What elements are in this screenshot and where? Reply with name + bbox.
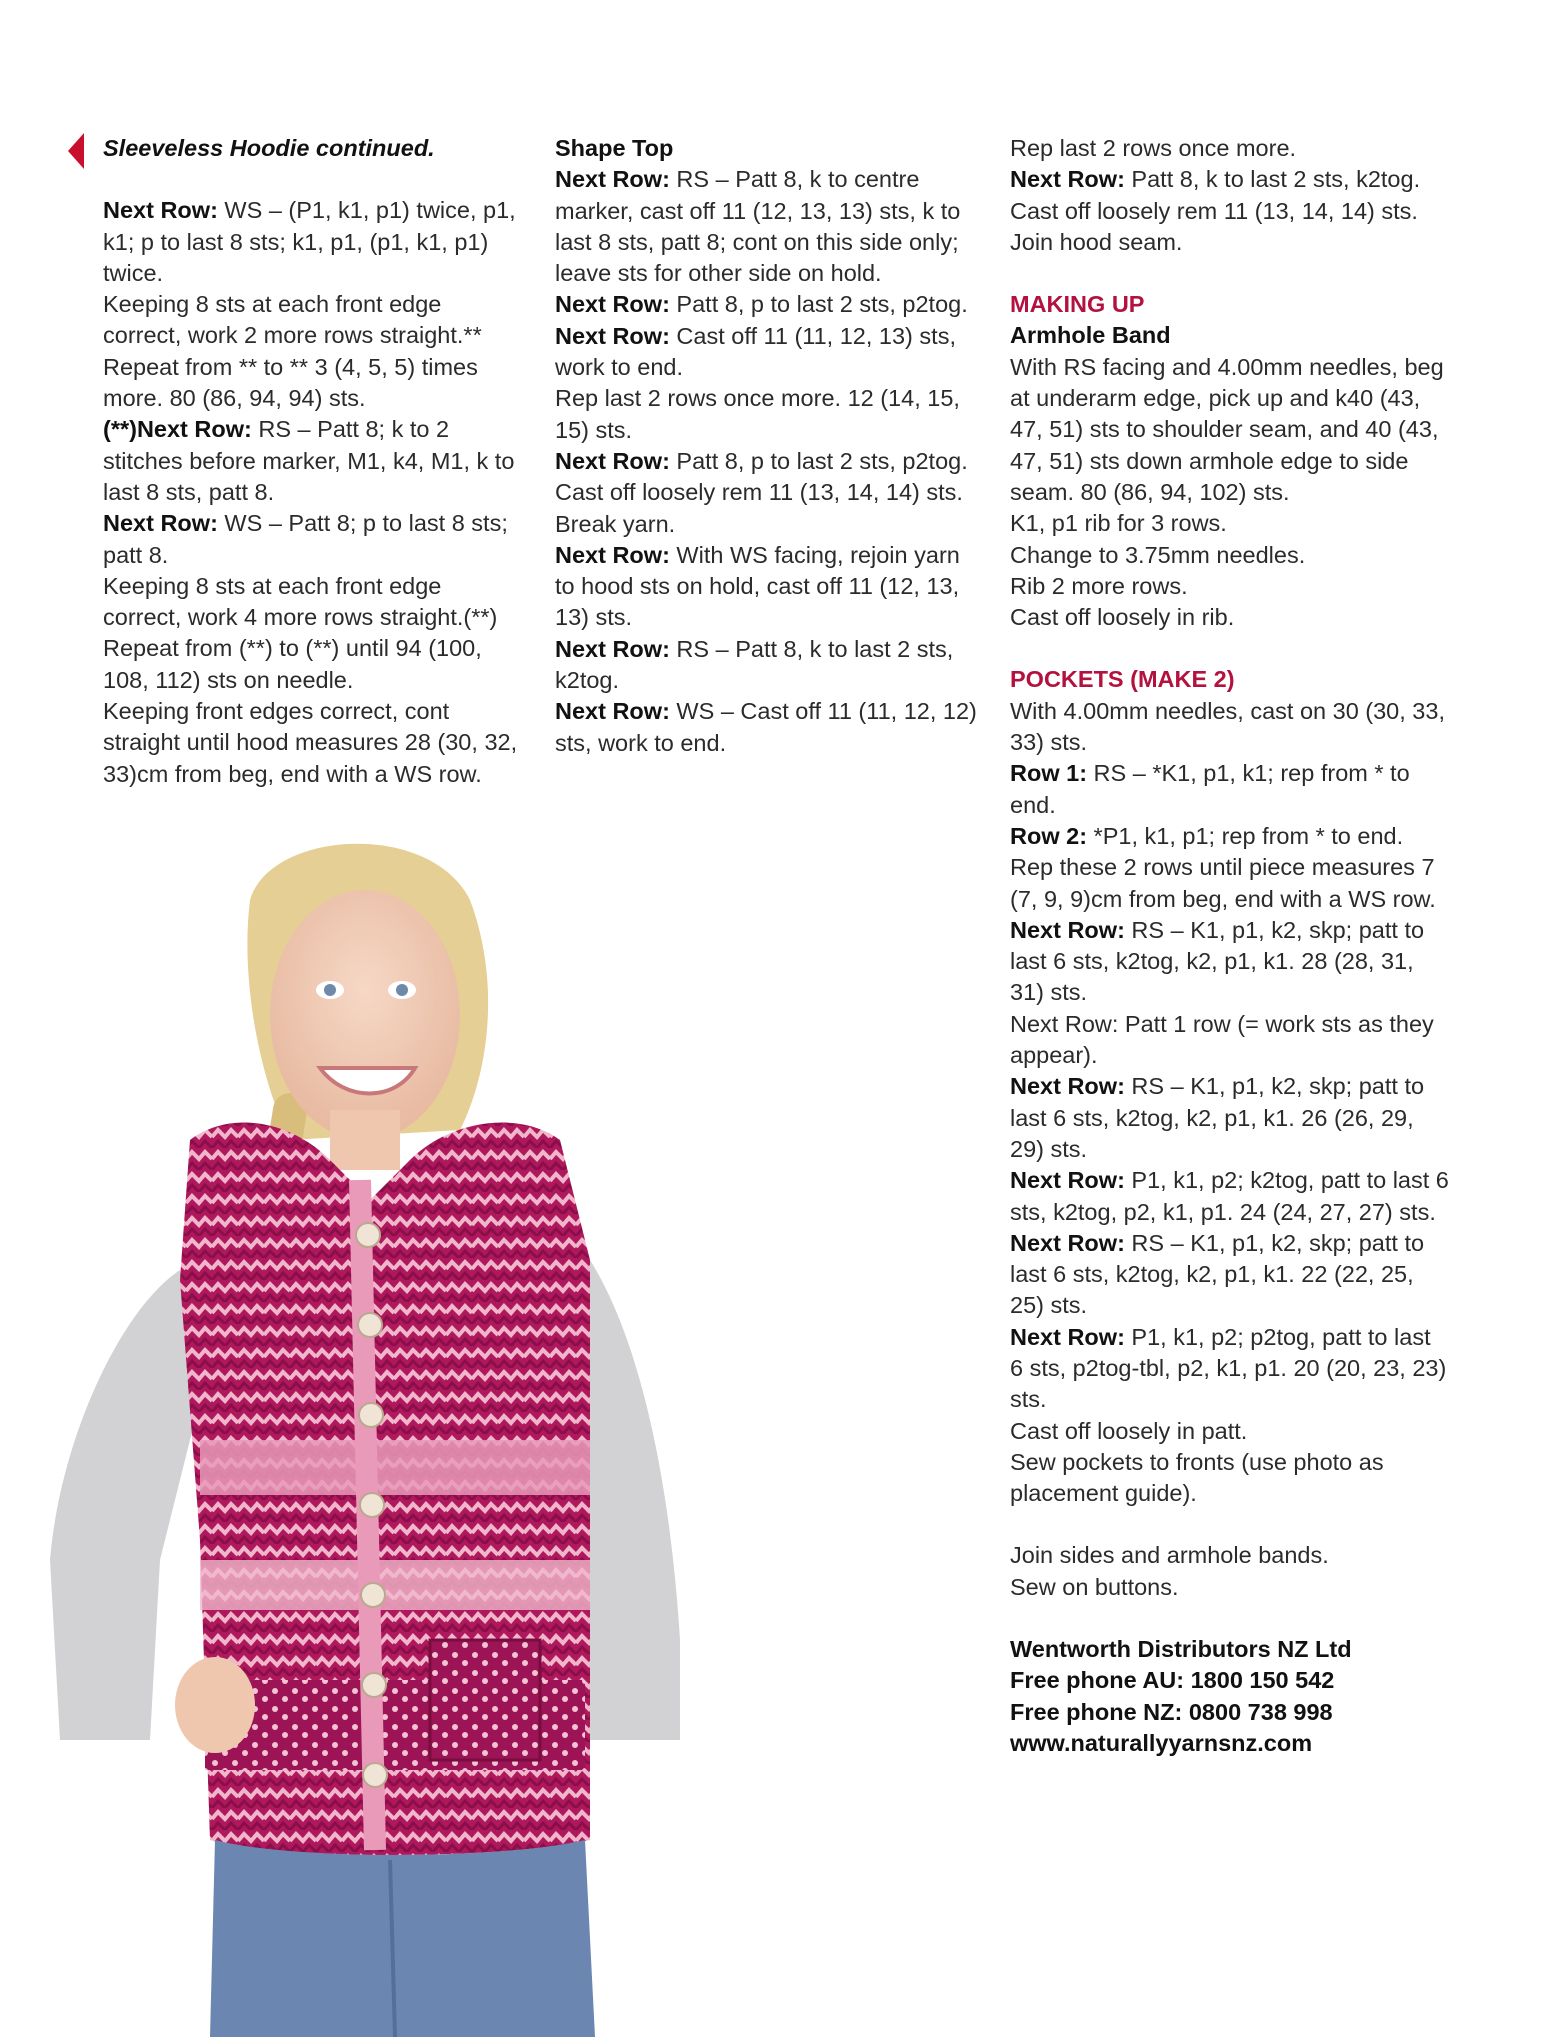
phone-nz: Free phone NZ: 0800 738 998	[1010, 1698, 1333, 1725]
button-icon	[363, 1763, 387, 1787]
instruction: Next Row: RS – K1, p1, k2, skp; patt to last 6 sts, k2tog, k2, p1, k1. 28 (28, 31, 31) sts.	[1010, 916, 1425, 1006]
button-icon	[358, 1313, 382, 1337]
instruction: Repeat from ** to ** 3 (4, 5, 5) times more. 80 (86, 94, 94) sts.	[103, 353, 478, 412]
instruction: With RS facing and 4.00mm needles, beg at underarm edge, pick up and k40 (43, 47, 51) sts to shoulder seam, and 40 (43, 47, 51) sts down armhole edge to side seam. 80 (86, 94, 102) sts.	[1010, 353, 1444, 505]
instruction: Next Row: WS – (P1, k1, p1) twice, p1, k1; p to last 8 sts; k1, p1, (p1, k1, p1) twice.	[103, 197, 516, 286]
continued-title: Sleeveless Hoodie continued.	[103, 135, 435, 161]
instruction: Next Row: P1, k1, p2; k2tog, patt to last 6 sts, k2tog, p2, k1, p1. 24 (24, 27, 27) sts.	[1010, 1167, 1449, 1225]
instruction: Next Row: Patt 8, p to last 2 sts, p2tog.	[555, 291, 968, 318]
armhole-band-heading: Armhole Band	[1010, 322, 1171, 349]
instruction: Rep last 2 rows once more. 12 (14, 15, 15) sts.	[555, 385, 960, 443]
instruction: Next Row: Cast off 11 (11, 12, 13) sts, work to end.	[555, 322, 956, 381]
instruction: Next Row: P1, k1, p2; p2tog, patt to last 6 sts, p2tog-tbl, p2, k1, p1. 20 (20, 23, 23) sts.	[1010, 1323, 1447, 1413]
button-icon	[361, 1583, 385, 1607]
instruction: (**)Next Row: RS – Patt 8; k to 2 stitches before marker, M1, k4, M1, k to last 8 sts, patt 8.	[103, 416, 515, 505]
continued-marker-icon	[68, 133, 84, 169]
jeans	[210, 1840, 595, 2037]
column-1	[103, 133, 523, 790]
button-icon	[360, 1493, 384, 1517]
instruction: Keeping 8 sts at each front edge correct, work 2 more rows straight.**	[103, 291, 482, 349]
instruction: Row 1: RS – *K1, p1, k1; rep from * to end.	[1010, 760, 1410, 818]
distributor-name: Wentworth Distributors NZ Ltd	[1010, 1636, 1352, 1663]
instruction: Next Row: Patt 8, p to last 2 sts, p2tog.	[555, 447, 968, 474]
instruction: Row 2: *P1, k1, p1; rep from * to end.	[1010, 822, 1404, 849]
instruction: Next Row: RS – K1, p1, k2, skp; patt to last 6 sts, k2tog, k2, p1, k1. 26 (26, 29, 29) sts.	[1010, 1073, 1425, 1162]
instruction: Next Row: WS – Cast off 11 (11, 12, 12) sts, work to end.	[555, 698, 977, 756]
phone-au: Free phone AU: 1800 150 542	[1010, 1667, 1335, 1694]
pockets-heading: POCKETS (MAKE 2)	[1010, 666, 1235, 693]
column-3	[1010, 133, 1450, 1759]
making-up-heading: MAKING UP	[1010, 291, 1145, 318]
model-photo	[30, 840, 770, 2037]
button-icon	[356, 1223, 380, 1247]
instruction: Next Row: RS – Patt 8, k to centre marker, cast off 11 (12, 13, 13) sts, k to last 8 sts, patt 8; cont on this side only; leave sts for other side on hold.	[555, 166, 961, 287]
website-link[interactable]: www.naturallyyarnsnz.com	[1010, 1729, 1313, 1756]
shirt-sleeve-left	[50, 1270, 200, 1740]
instruction: Rep these 2 rows until piece measures 7 (7, 9, 9)cm from beg, end with a WS row.	[1010, 854, 1436, 912]
instruction: Rib 2 more rows.	[1010, 572, 1188, 599]
instruction: Next Row: RS – Patt 8, k to last 2 sts, k2tog.	[555, 635, 954, 694]
instruction: Sew pockets to fronts (use photo as placement guide).	[1010, 1448, 1384, 1507]
instruction: Next Row: Patt 1 row (= work sts as they appear).	[1010, 1010, 1434, 1069]
button-icon	[359, 1403, 383, 1427]
instruction: Change to 3.75mm needles.	[1010, 541, 1306, 568]
instruction: Cast off loosely rem 11 (13, 14, 14) sts.	[1010, 197, 1418, 224]
instruction: Cast off loosely rem 11 (13, 14, 14) sts.	[555, 479, 963, 506]
instruction: Cast off loosely in rib.	[1010, 604, 1235, 631]
instruction: With 4.00mm needles, cast on 30 (30, 33, 33) sts.	[1010, 697, 1445, 756]
column-2	[555, 133, 985, 759]
instruction: Keeping front edges correct, cont straight until hood measures 28 (30, 32, 33)cm from beg, end with a WS row.	[103, 698, 518, 787]
instruction: K1, p1 rib for 3 rows.	[1010, 510, 1227, 537]
instruction: Next Row: Patt 8, k to last 2 sts, k2tog.	[1010, 166, 1421, 193]
instruction: Cast off loosely in patt.	[1010, 1417, 1248, 1444]
instruction: Repeat from (**) to (**) until 94 (100, 108, 112) sts on needle.	[103, 635, 482, 693]
shape-top-heading: Shape Top	[555, 135, 674, 161]
instruction: Keeping 8 sts at each front edge correct, work 4 more rows straight.(**)	[103, 572, 498, 631]
instruction: Next Row: WS – Patt 8; p to last 8 sts; patt 8.	[103, 510, 508, 568]
instruction: Next Row: With WS facing, rejoin yarn to hood sts on hold, cast off 11 (12, 13, 13) sts.	[555, 541, 960, 631]
instruction: Break yarn.	[555, 510, 676, 537]
instruction: Sew on buttons.	[1010, 1573, 1179, 1600]
instruction: Next Row: RS – K1, p1, k2, skp; patt to last 6 sts, k2tog, k2, p1, k1. 22 (22, 25, 25) sts.	[1010, 1229, 1425, 1319]
knitted-vest	[180, 1123, 590, 1855]
button-icon	[362, 1673, 386, 1697]
instruction: Join sides and armhole bands.	[1010, 1542, 1329, 1569]
instruction: Rep last 2 rows once more.	[1010, 135, 1297, 161]
instruction: Join hood seam.	[1010, 228, 1183, 255]
hand	[175, 1657, 255, 1753]
